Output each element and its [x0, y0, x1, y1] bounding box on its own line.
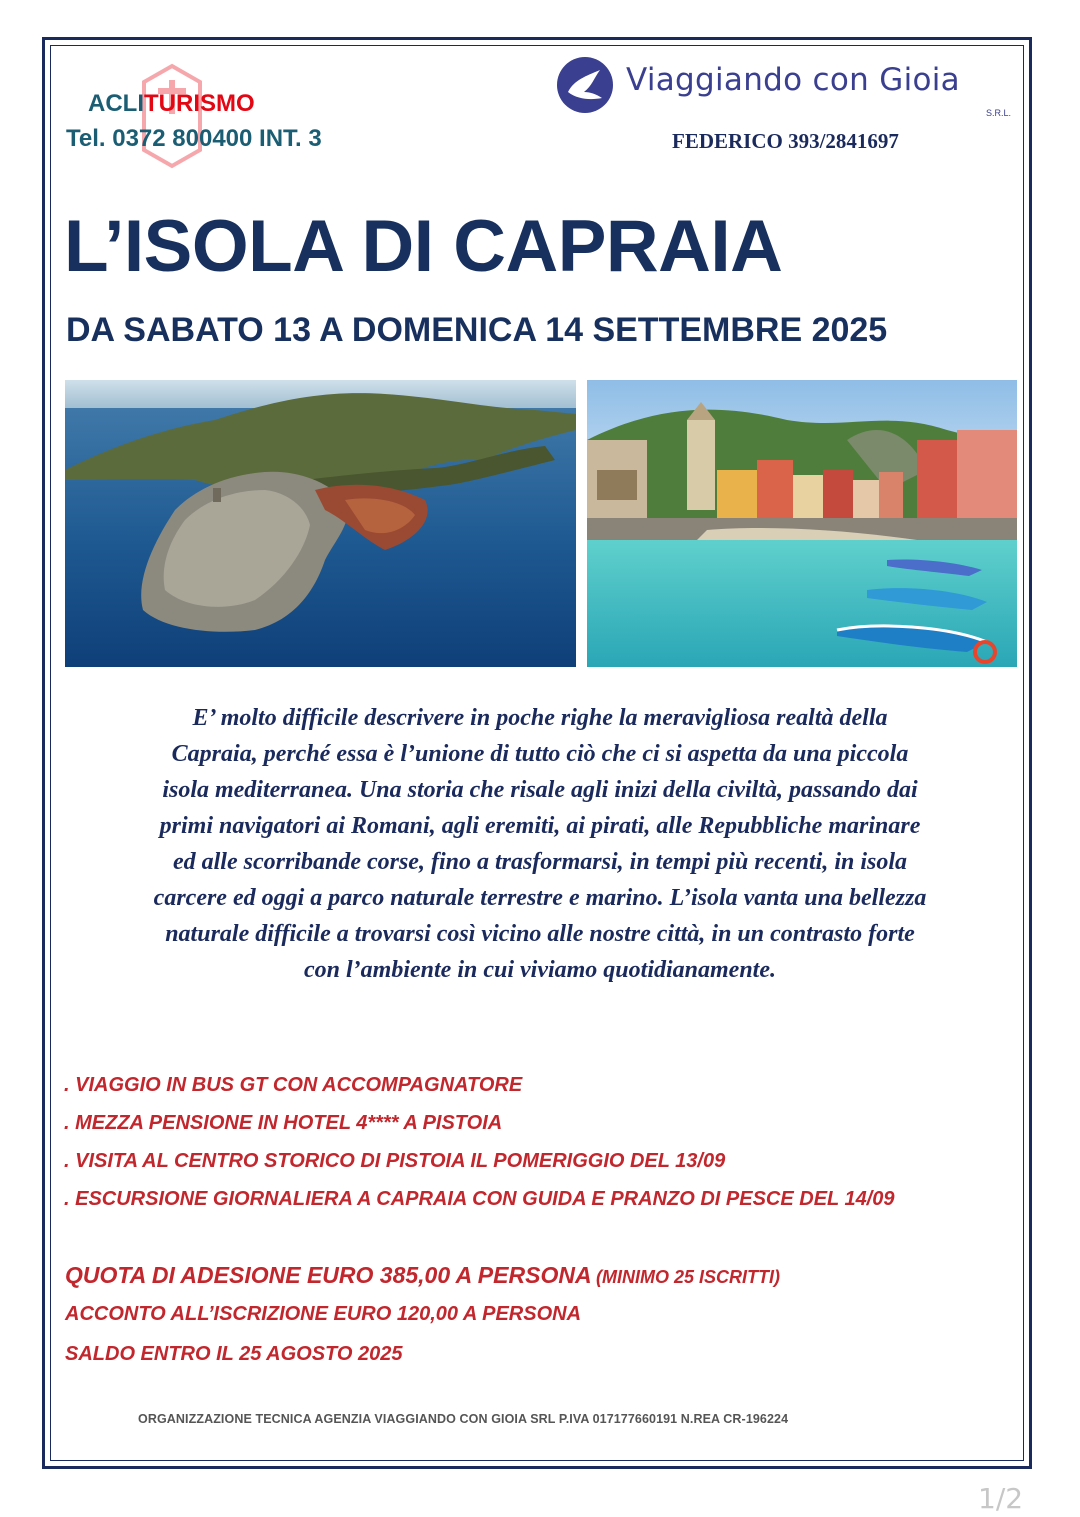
- intro-line: naturale difficile a trovarsi così vicino alle nostre città, in un contrasto forte: [165, 921, 915, 947]
- intro-line: ed alle scorribande corse, fino a trasformarsi, in tempi più recenti, in isola: [172, 849, 908, 875]
- harbour-village-photo: [587, 380, 1017, 667]
- service-item: . VIAGGIO IN BUS GT CON ACCOMPAGNATORE: [64, 1074, 523, 1096]
- price-quote-note: (MINIMO 25 ISCRITTI): [596, 1267, 781, 1287]
- harbour-village-illustration: [587, 380, 1017, 667]
- phone-number: Tel. 0372 800400 INT. 3: [66, 125, 322, 152]
- balance-info: SALDO ENTRO IL 25 AGOSTO 2025: [65, 1343, 403, 1365]
- page-title: L’ISOLA DI CAPRAIA: [64, 206, 783, 287]
- brand-name: Viaggiando con Gioia: [626, 62, 960, 98]
- acli-title-part1: ACLI: [88, 90, 144, 117]
- dove-logo-icon: [556, 56, 614, 114]
- island-aerial-illustration: [65, 380, 576, 667]
- price-quote: [65, 1259, 780, 1295]
- service-item: . MEZZA PENSIONE IN HOTEL 4**** A PISTOIA: [64, 1112, 503, 1134]
- trip-dates: DA SABATO 13 A DOMENICA 14 SETTEMBRE 2025: [66, 311, 888, 349]
- intro-line: con l’ambiente in cui viviamo quotidianamente.: [304, 957, 776, 983]
- intro-line: E’ molto difficile descrivere in poche righe la meravigliosa realtà della: [192, 705, 888, 731]
- deposit-info: ACCONTO ALL’ISCRIZIONE EURO 120,00 A PERSONA: [65, 1303, 582, 1325]
- acli-title-part2: TURISMO: [144, 90, 255, 117]
- brand-suffix: S.R.L.: [986, 108, 1012, 118]
- island-aerial-photo: [65, 380, 576, 667]
- brand-logo: [556, 56, 1016, 120]
- contact-federico: FEDERICO 393/2841697: [672, 129, 899, 153]
- page-indicator: 1/2: [978, 1482, 1024, 1515]
- service-item: . ESCURSIONE GIORNALIERA A CAPRAIA CON GUIDA E PRANZO DI PESCE DEL 14/09: [64, 1188, 895, 1210]
- footer-organization: ORGANIZZAZIONE TECNICA AGENZIA VIAGGIANDO CON GIOIA SRL P.IVA 017177660191 N.REA CR-196224: [138, 1412, 789, 1426]
- intro-line: Capraia, perché essa è l’unione di tutto ciò che ci si aspetta da una piccola: [171, 741, 909, 767]
- service-item: . VISITA AL CENTRO STORICO DI PISTOIA IL POMERIGGIO DEL 13/09: [64, 1150, 726, 1172]
- acli-turismo-title: [88, 90, 255, 118]
- included-services-list: [64, 1066, 1024, 1218]
- intro-line: primi navigatori ai Romani, agli eremiti, ai pirati, alle Repubbliche marinare: [159, 813, 921, 839]
- price-quote-amount: QUOTA DI ADESIONE EURO 385,00 A PERSONA: [65, 1262, 592, 1288]
- intro-line: carcere ed oggi a parco naturale terrestre e marino. L’isola vanta una bellezza: [153, 885, 927, 911]
- intro-line: isola mediterranea. Una storia che risale agli inizi della civiltà, passando dai: [162, 777, 918, 803]
- intro-description: [62, 700, 1018, 988]
